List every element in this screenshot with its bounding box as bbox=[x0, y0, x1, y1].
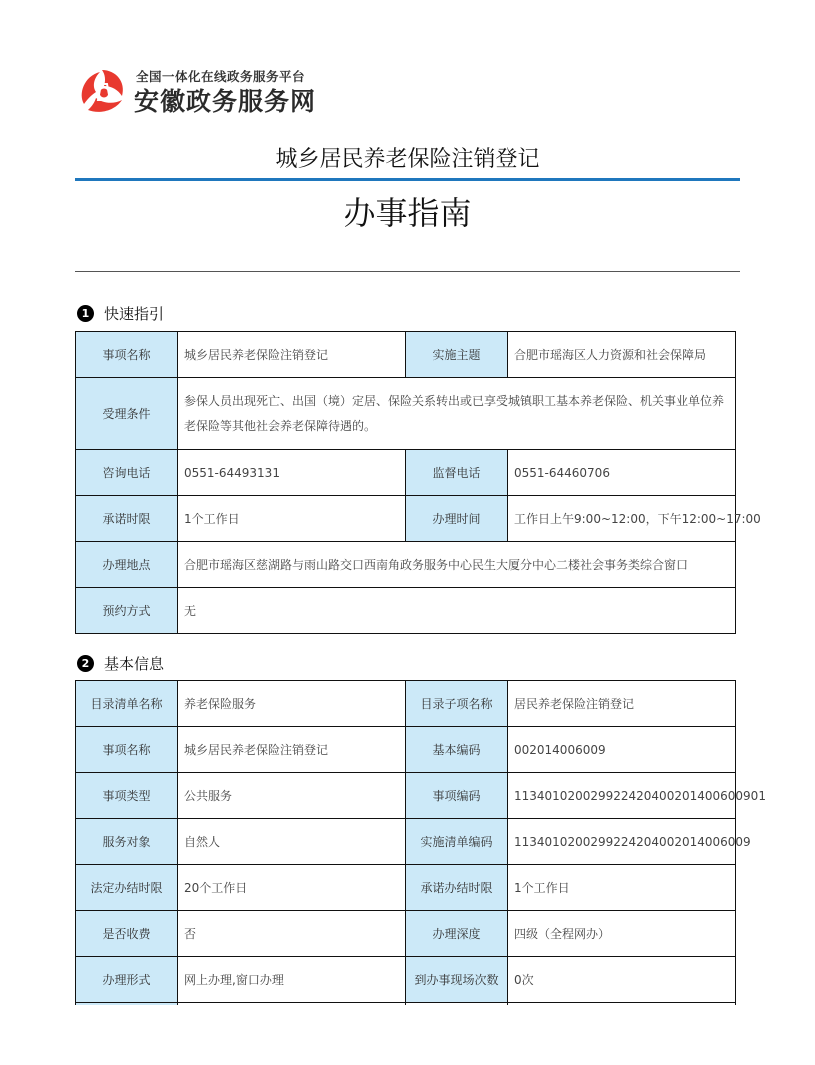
field-value: 合肥市瑶海区慈湖路与雨山路交口西南角政务服务中心民生大厦分中心二楼社会事务类综合窗口 bbox=[178, 542, 736, 588]
section-title: 基本信息 bbox=[104, 655, 165, 673]
field-label: 实施清单编码 bbox=[406, 819, 508, 865]
field-value: 居民养老保险注销登记 bbox=[508, 681, 736, 727]
field-value: 公共服务 bbox=[178, 773, 406, 819]
field-value: 否 bbox=[178, 911, 406, 957]
table-row bbox=[76, 681, 736, 727]
field-value: 城乡居民养老保险注销登记 bbox=[178, 332, 406, 378]
table-row bbox=[76, 496, 736, 542]
field-value: 1134010200299224204002014006009 bbox=[508, 819, 736, 865]
field-value: 合肥市瑶海区人力资源和社会保障局 bbox=[508, 332, 736, 378]
table-row bbox=[76, 773, 736, 819]
table-row bbox=[76, 542, 736, 588]
subtitle-divider bbox=[75, 271, 740, 272]
field-value: 自然人 bbox=[178, 819, 406, 865]
field-label: 受理条件 bbox=[76, 378, 178, 450]
document-subtitle: 办事指南 bbox=[343, 194, 472, 232]
field-label: 到办事现场次数 bbox=[406, 957, 508, 1003]
field-value: 0次 bbox=[508, 957, 736, 1003]
field-label: 事项名称 bbox=[76, 332, 178, 378]
section-number-badge: 1 bbox=[77, 305, 94, 322]
field-value: 0551-64460706 bbox=[508, 450, 736, 496]
anhui-gov-service-logo-icon bbox=[74, 66, 128, 116]
field-label: 实施主题 bbox=[406, 332, 508, 378]
field-label: 办理形式 bbox=[76, 957, 178, 1003]
quick-guide-table bbox=[75, 331, 761, 634]
table-row bbox=[76, 588, 736, 634]
field-value: 城乡居民养老保险注销登记 bbox=[178, 727, 406, 773]
table-row bbox=[76, 727, 736, 773]
table-row bbox=[76, 450, 736, 496]
field-label: 基本编码 bbox=[406, 727, 508, 773]
title-divider bbox=[75, 178, 740, 181]
table-row bbox=[76, 378, 736, 450]
field-value: 20个工作日 bbox=[178, 865, 406, 911]
field-label: 事项编码 bbox=[406, 773, 508, 819]
section-basic-info-header bbox=[77, 653, 164, 674]
section-title: 快速指引 bbox=[104, 305, 165, 323]
table-row bbox=[76, 819, 736, 865]
field-value: 113401020029922420400201400600901 bbox=[508, 773, 736, 819]
field-value: 1个工作日 bbox=[178, 496, 406, 542]
field-label: 事项名称 bbox=[76, 727, 178, 773]
table-row bbox=[76, 865, 736, 911]
field-label: 预约方式 bbox=[76, 588, 178, 634]
field-label: 办理深度 bbox=[406, 911, 508, 957]
field-label: 目录子项名称 bbox=[406, 681, 508, 727]
field-value: 1个工作日 bbox=[508, 865, 736, 911]
field-label: 服务对象 bbox=[76, 819, 178, 865]
table-row bbox=[76, 911, 736, 957]
field-label: 办理时间 bbox=[406, 496, 508, 542]
section-number-badge: 2 bbox=[77, 655, 94, 672]
field-value: 参保人员出现死亡、出国（境）定居、保险关系转出或已享受城镇职工基本养老保险、机关事业单位养老保险等其他社会养老保障待遇的。 bbox=[178, 378, 736, 450]
field-value: 0551-64493131 bbox=[178, 450, 406, 496]
field-label: 是否收费 bbox=[76, 911, 178, 957]
field-label: 办理地点 bbox=[76, 542, 178, 588]
field-label: 监督电话 bbox=[406, 450, 508, 496]
logo-site-name: 安徽政务服务网 bbox=[134, 87, 317, 116]
field-value: 四级（全程网办） bbox=[508, 911, 736, 957]
table-row bbox=[76, 957, 736, 1003]
document-title: 城乡居民养老保险注销登记 bbox=[275, 147, 540, 172]
field-label: 咨询电话 bbox=[76, 450, 178, 496]
field-value: 无 bbox=[178, 588, 736, 634]
field-label: 承诺时限 bbox=[76, 496, 178, 542]
section-quick-guide-header bbox=[77, 303, 164, 324]
logo-platform-text: 全国一体化在线政务服务平台 bbox=[136, 69, 306, 84]
page-cutoff bbox=[74, 1005, 738, 1065]
table-row bbox=[76, 332, 736, 378]
site-logo[interactable] bbox=[74, 64, 374, 124]
field-label: 事项类型 bbox=[76, 773, 178, 819]
field-value: 网上办理,窗口办理 bbox=[178, 957, 406, 1003]
field-label: 法定办结时限 bbox=[76, 865, 178, 911]
basic-info-table bbox=[75, 680, 766, 1049]
field-value: 工作日上午9:00~12:00，下午12:00~17:00 bbox=[508, 496, 736, 542]
field-value: 002014006009 bbox=[508, 727, 736, 773]
field-label: 目录清单名称 bbox=[76, 681, 178, 727]
field-label: 承诺办结时限 bbox=[406, 865, 508, 911]
field-value: 养老保险服务 bbox=[178, 681, 406, 727]
